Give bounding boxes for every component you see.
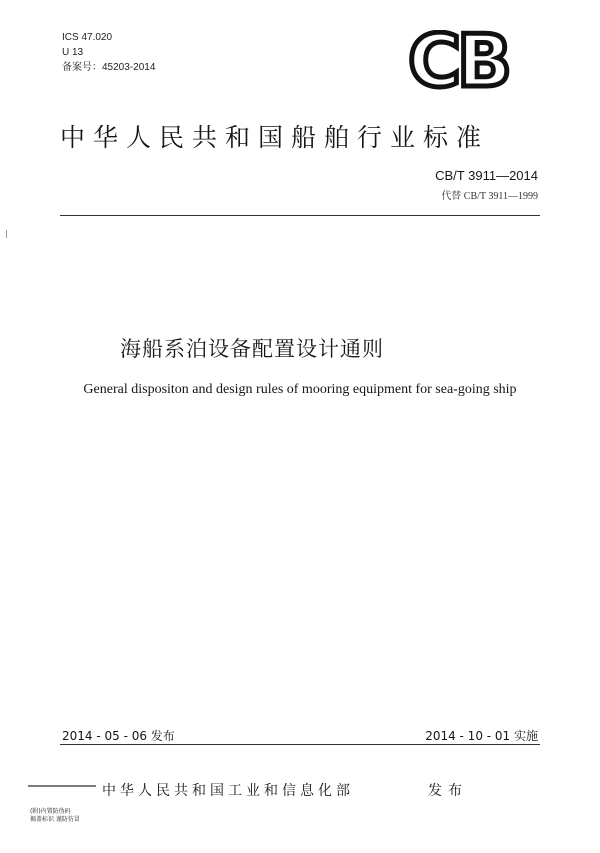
issue-label: 发布: [428, 783, 468, 799]
top-divider: [60, 215, 540, 216]
standard-number: CB/T 3911—2014: [435, 168, 538, 183]
standard-category-title: 中华人民共和国船舶行业标准: [60, 123, 490, 152]
document-title-cn: 海船系泊设备配置设计通则: [120, 337, 384, 361]
anti-counterfeit-note: [30, 808, 80, 824]
issuing-authority: 中华人民共和国工业和信息化部: [102, 783, 354, 799]
cb-logo: [396, 30, 520, 92]
document-title-en: General dispositon and design rules of mooring equipment for sea-going ship: [83, 382, 517, 397]
tiny-stamp-print: [28, 784, 96, 788]
anti-counterfeit-line-2: 揭盖标识 谨防仿冒: [30, 816, 80, 823]
standard-codes: [62, 30, 155, 75]
record-number: 备案号：45203-2014: [62, 62, 156, 73]
publish-date: 2014 - 05 - 06 发布: [62, 729, 175, 743]
replaces-standard: 代替 CB/T 3911—1999: [441, 191, 538, 202]
bottom-divider: [60, 744, 540, 745]
classification-code: U 13: [62, 47, 84, 58]
anti-counterfeit-line-1: (附)内置防伪码: [30, 808, 71, 815]
implement-date: 2014 - 10 - 01 实施: [425, 729, 538, 743]
scan-edge-mark: [6, 230, 7, 238]
cb-logo-text: CB: [408, 30, 508, 92]
ics-code: ICS 47.020: [62, 32, 113, 43]
